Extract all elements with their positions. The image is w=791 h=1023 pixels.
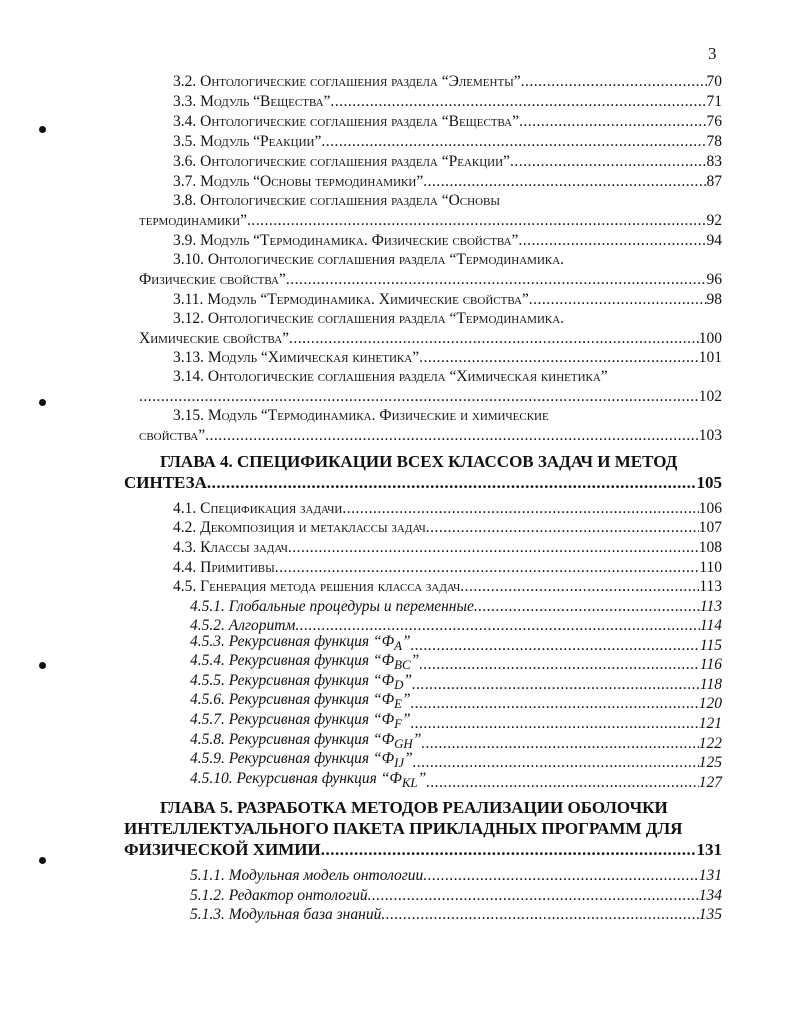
function-subscript: E bbox=[394, 696, 402, 711]
toc-entry-3-12-line2[interactable] bbox=[139, 328, 722, 348]
chapter-title-cont: ФИЗИЧЕСКОЙ ХИМИИ bbox=[124, 840, 321, 859]
toc-entry-3-7[interactable] bbox=[173, 171, 722, 191]
toc-entry-3-2[interactable] bbox=[173, 71, 722, 91]
binding-hole-dot bbox=[39, 662, 46, 669]
dot-leader bbox=[521, 73, 707, 91]
toc-entry-page: 131 bbox=[698, 867, 722, 884]
binding-hole-dot bbox=[39, 126, 46, 133]
toc-entry-title: 3.6. Онтологические соглашения раздела “Реакции” bbox=[173, 153, 510, 170]
dot-leader bbox=[321, 841, 697, 859]
dot-leader bbox=[411, 637, 700, 655]
toc-entry-page: 131 bbox=[696, 840, 722, 859]
toc-entry-page: 107 bbox=[698, 519, 722, 536]
dot-leader bbox=[510, 153, 707, 171]
dot-leader bbox=[426, 774, 699, 792]
toc-entry-title: 4.5.5. Рекурсивная функция “$Ф_D$” bbox=[190, 671, 413, 692]
toc-chapter-4-line1[interactable] bbox=[160, 451, 722, 471]
toc-entry-title: 3.7. Модуль “Основы термодинамики” bbox=[173, 173, 424, 190]
toc-entry-page: 98 bbox=[706, 291, 722, 308]
toc-entry-4-5-10[interactable] bbox=[190, 769, 722, 792]
toc-entry-page: 105 bbox=[696, 473, 722, 492]
toc-entry-5-1-3[interactable] bbox=[190, 904, 722, 924]
dot-leader bbox=[413, 754, 699, 772]
chapter-title: ГЛАВА 5. РАЗРАБОТКА МЕТОДОВ РЕАЛИЗАЦИИ ОБОЛОЧКИ bbox=[160, 798, 668, 817]
toc-entry-title: 5.1.2. Редактор онтологий bbox=[190, 887, 368, 904]
toc-entry-title: 3.10. Онтологические соглашения раздела “Термодинамика. bbox=[173, 251, 565, 268]
toc-entry-title: 3.3. Модуль “Вещества” bbox=[173, 93, 331, 110]
toc-entry-page: 71 bbox=[706, 93, 722, 110]
toc-entry-3-8-line2[interactable] bbox=[139, 210, 722, 230]
dot-leader bbox=[381, 906, 698, 924]
toc-entry-page: 83 bbox=[706, 153, 722, 170]
toc-entry-4-2[interactable] bbox=[173, 517, 722, 537]
function-subscript: GH bbox=[394, 736, 413, 751]
toc-entry-title: 4.5.1. Глобальные процедуры и переменные bbox=[190, 598, 474, 615]
dot-leader bbox=[288, 539, 699, 557]
toc-entry-3-6[interactable] bbox=[173, 151, 722, 171]
toc-entry-page: 101 bbox=[698, 349, 722, 366]
toc-entry-title: 3.2. Онтологические соглашения раздела “Элементы” bbox=[173, 73, 521, 90]
toc-entry-3-9[interactable] bbox=[173, 230, 722, 250]
page-number: 3 bbox=[708, 44, 717, 63]
function-subscript: BC bbox=[394, 657, 411, 672]
dot-leader bbox=[412, 676, 700, 694]
toc-entry-page: 113 bbox=[699, 598, 722, 615]
toc-entry-title: 4.3. Классы задач bbox=[173, 539, 288, 556]
toc-chapter-5-line2[interactable] bbox=[124, 818, 722, 838]
toc-entry-4-3[interactable] bbox=[173, 537, 722, 557]
toc-entry-title-cont: Физические свойства” bbox=[139, 271, 286, 288]
toc-entry-page: 106 bbox=[698, 500, 722, 517]
toc-entry-page: 115 bbox=[699, 637, 722, 654]
toc-entry-3-15-line2[interactable] bbox=[139, 425, 722, 445]
dot-leader bbox=[519, 113, 706, 131]
binding-hole-dot bbox=[39, 399, 46, 406]
toc-entry-title: 3.9. Модуль “Термодинамика. Физические свойства” bbox=[173, 232, 519, 249]
toc-entry-3-5[interactable] bbox=[173, 131, 722, 151]
toc-entry-page: 120 bbox=[698, 695, 722, 712]
toc-entry-page: 103 bbox=[698, 427, 722, 444]
toc-entry-title: 3.13. Модуль “Химическая кинетика” bbox=[173, 349, 420, 366]
toc-entry-3-10-line1[interactable] bbox=[173, 249, 722, 269]
toc-entry-title: 4.5.8. Рекурсивная функция “$Ф_{GH}$” bbox=[190, 730, 422, 751]
toc-entry-page: 78 bbox=[706, 133, 722, 150]
toc-entry-title: 3.12. Онтологические соглашения раздела “Термодинамика. bbox=[173, 310, 565, 327]
toc-entry-page: 116 bbox=[699, 656, 722, 673]
chapter-title: ГЛАВА 4. СПЕЦИФИКАЦИИ ВСЕХ КЛАССОВ ЗАДАЧ И МЕТОД bbox=[160, 452, 678, 471]
toc-entry-title-cont: термодинамики” bbox=[139, 212, 247, 229]
toc-chapter-5-line3[interactable] bbox=[124, 839, 722, 859]
toc-entry-3-14-line1[interactable] bbox=[173, 366, 722, 386]
toc-entry-4-1[interactable] bbox=[173, 498, 722, 518]
toc-entry-page: 102 bbox=[698, 388, 722, 405]
dot-leader bbox=[529, 291, 707, 309]
dot-leader bbox=[289, 330, 699, 348]
dot-leader bbox=[330, 93, 706, 111]
toc-entry-page: 96 bbox=[706, 271, 722, 288]
toc-entry-title: 3.8. Онтологические соглашения раздела “Основы bbox=[173, 192, 500, 209]
dot-leader bbox=[205, 427, 699, 445]
toc-entry-title: 5.1.1. Модульная модель онтологии bbox=[190, 867, 424, 884]
dot-leader bbox=[474, 598, 700, 616]
function-subscript: D bbox=[394, 677, 404, 692]
toc-entry-page: 118 bbox=[699, 676, 722, 693]
dot-leader bbox=[207, 474, 697, 492]
toc-entry-title: 4.2. Декомпозиция и метаклассы задач bbox=[173, 519, 426, 536]
toc-entry-title: 3.5. Модуль “Реакции” bbox=[173, 133, 322, 150]
toc-entry-page: 125 bbox=[698, 754, 722, 771]
toc-entry-page: 76 bbox=[706, 113, 722, 130]
toc-entry-4-5[interactable] bbox=[173, 576, 722, 596]
toc-chapter-4-line2[interactable] bbox=[124, 472, 722, 492]
toc-chapter-5-line1[interactable] bbox=[160, 797, 722, 817]
dot-leader bbox=[419, 349, 699, 367]
toc-entry-page: 122 bbox=[698, 735, 722, 752]
toc-entry-3-12-line1[interactable] bbox=[173, 308, 722, 328]
dot-leader bbox=[321, 133, 706, 151]
toc-entry-page: 94 bbox=[706, 232, 722, 249]
dot-leader bbox=[460, 578, 699, 596]
toc-entry-title: 3.11. Модуль “Термодинамика. Химические свойства” bbox=[173, 291, 529, 308]
dot-leader bbox=[423, 867, 698, 885]
toc-entry-4-4[interactable] bbox=[173, 557, 722, 577]
binding-hole-dot bbox=[39, 857, 46, 864]
toc-entry-title: 4.4. Примитивы bbox=[173, 559, 275, 576]
toc-entry-3-15-line1[interactable] bbox=[173, 405, 722, 425]
toc-entry-3-11[interactable] bbox=[173, 289, 722, 309]
toc-entry-title: 3.15. Модуль “Термодинамика. Физические и химические bbox=[173, 407, 549, 424]
toc-entry-title-cont: свойства” bbox=[139, 427, 206, 444]
toc-entry-page: 114 bbox=[699, 617, 722, 634]
toc-entry-title-cont: Химические свойства” bbox=[139, 330, 290, 347]
toc-entry-title: 5.1.3. Модульная база знаний bbox=[190, 906, 382, 923]
toc-entry-page: 134 bbox=[698, 887, 722, 904]
toc-entry-title: 3.4. Онтологические соглашения раздела “Вещества” bbox=[173, 113, 520, 130]
toc-entry-page: 135 bbox=[698, 906, 722, 923]
toc-entry-5-1-2[interactable] bbox=[190, 885, 722, 905]
toc-entry-page: 113 bbox=[699, 578, 722, 595]
dot-leader bbox=[247, 212, 707, 230]
toc-entry-5-1-1[interactable] bbox=[190, 865, 722, 885]
toc-entry-page: 92 bbox=[706, 212, 722, 229]
toc-entry-title: 4.5.7. Рекурсивная функция “$Ф_F$” bbox=[190, 710, 411, 731]
toc-entry-page: 127 bbox=[698, 774, 722, 791]
toc-entry-3-4[interactable] bbox=[173, 111, 722, 131]
toc-entry-page: 110 bbox=[699, 559, 722, 576]
dot-leader bbox=[368, 887, 699, 905]
function-subscript: KL bbox=[401, 775, 418, 790]
toc-entry-3-10-line2[interactable] bbox=[139, 269, 722, 289]
dot-leader bbox=[411, 695, 699, 713]
toc-entry-page: 100 bbox=[698, 330, 722, 347]
dot-leader bbox=[419, 656, 700, 674]
toc-entry-title: 4.1. Спецификация задачи bbox=[173, 500, 343, 517]
dot-leader bbox=[286, 271, 707, 289]
dot-leader bbox=[421, 735, 698, 753]
dot-leader bbox=[411, 715, 699, 733]
toc-entry-page: 87 bbox=[706, 173, 722, 190]
toc-entry-3-13[interactable] bbox=[173, 347, 722, 367]
toc-entry-3-14-line2[interactable] bbox=[139, 386, 722, 406]
toc-entry-page: 121 bbox=[698, 715, 722, 732]
chapter-title-cont: ИНТЕЛЛЕКТУАЛЬНОГО ПАКЕТА ПРИКЛАДНЫХ ПРОГРАММ ДЛЯ bbox=[124, 819, 683, 838]
toc-entry-page: 70 bbox=[706, 73, 722, 90]
toc-entry-title: 4.5.10. Рекурсивная функция “$Ф_{KL}$” bbox=[190, 769, 427, 790]
toc-entry-3-3[interactable] bbox=[173, 91, 722, 111]
function-subscript: F bbox=[394, 716, 402, 731]
toc-entry-title: 4.5.4. Рекурсивная функция “$Ф_{BC}$” bbox=[190, 651, 420, 672]
dot-leader bbox=[426, 519, 699, 537]
function-subscript: IJ bbox=[394, 755, 405, 770]
toc-entry-page: 108 bbox=[698, 539, 722, 556]
toc-entry-4-5-1[interactable] bbox=[190, 596, 722, 616]
toc-entry-title: 4.5.2. Алгоритм bbox=[190, 617, 296, 634]
function-subscript: A bbox=[394, 638, 402, 653]
toc-entry-3-8-line1[interactable] bbox=[173, 190, 722, 210]
toc-entry-title: 4.5.6. Рекурсивная функция “$Ф_E$” bbox=[190, 690, 411, 711]
dot-leader bbox=[342, 500, 698, 518]
toc-entry-title: 4.5.3. Рекурсивная функция “$Ф_A$” bbox=[190, 632, 411, 653]
dot-leader bbox=[423, 173, 706, 191]
toc-entry-title: 4.5.9. Рекурсивная функция “$Ф_{IJ}$” bbox=[190, 749, 413, 770]
toc-entry-title: 4.5. Генерация метода решения класса задач bbox=[173, 578, 461, 595]
dot-leader bbox=[275, 559, 700, 577]
dot-leader bbox=[518, 232, 706, 250]
toc-entry-title: 3.14. Онтологические соглашения раздела “Химическая кинетика” bbox=[173, 368, 608, 385]
dot-leader bbox=[139, 388, 699, 406]
chapter-title-cont: СИНТЕЗА bbox=[124, 473, 207, 492]
